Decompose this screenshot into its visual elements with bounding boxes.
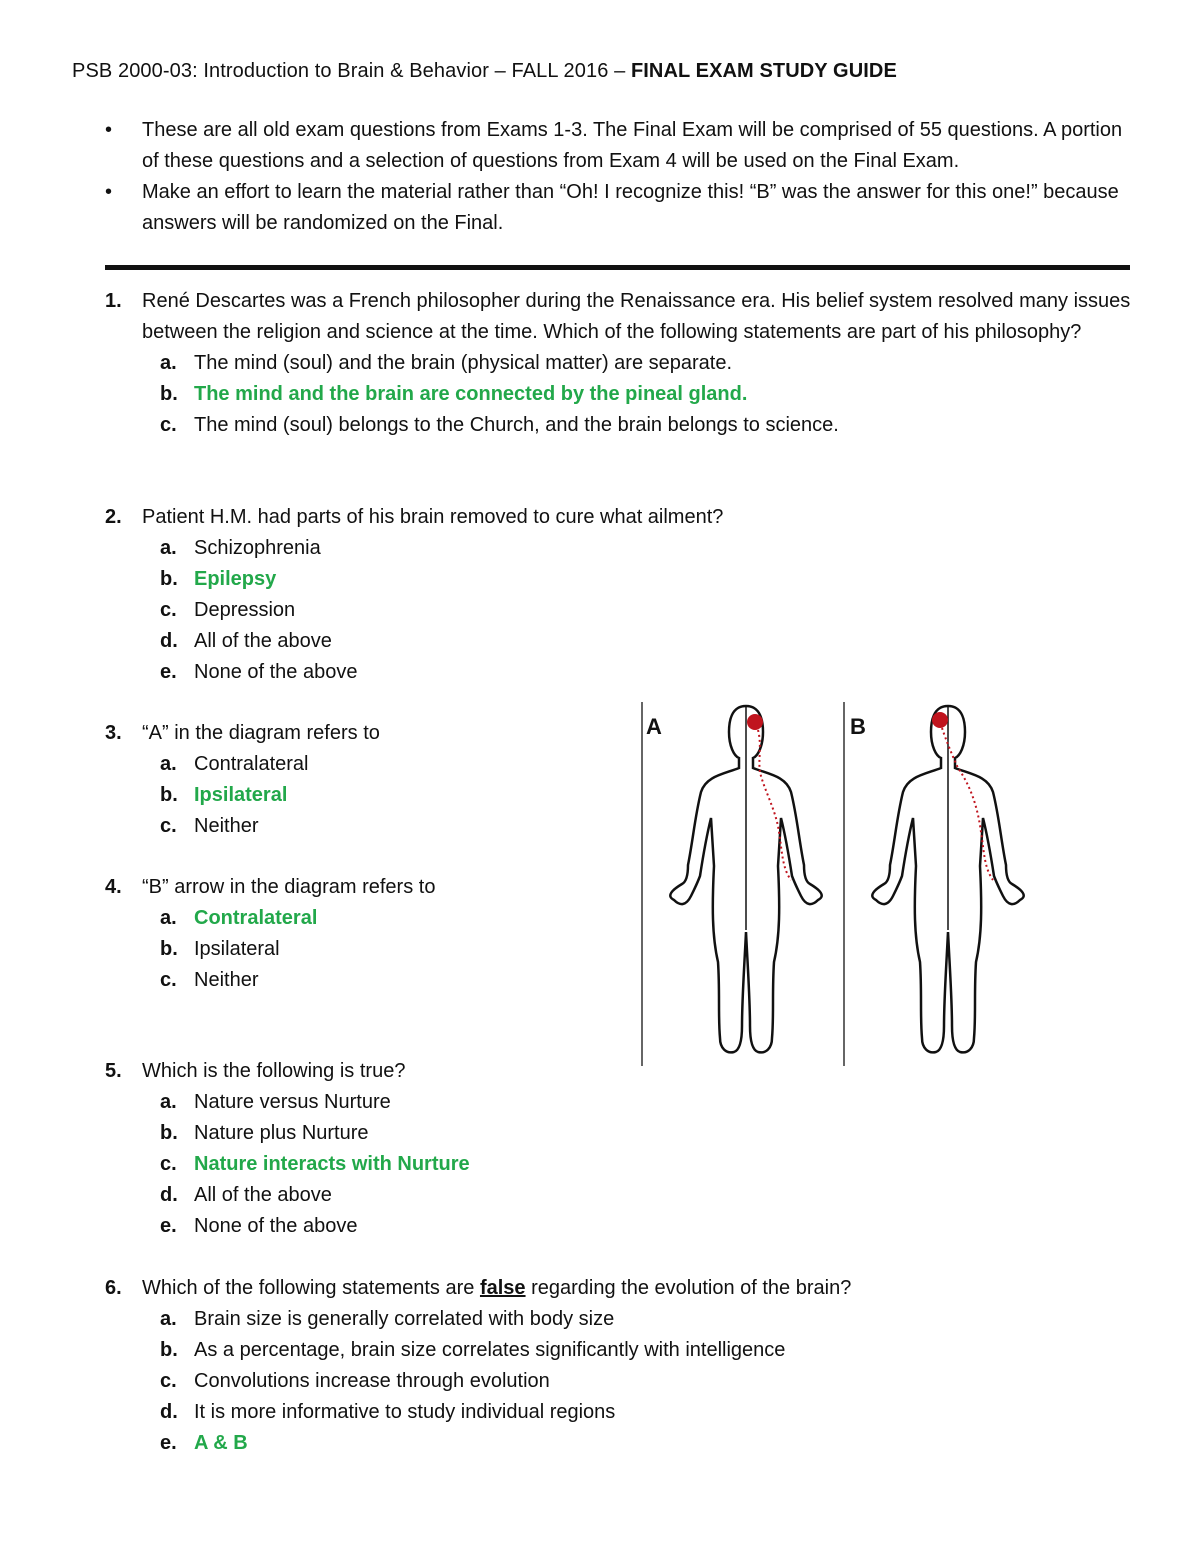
body-outline-b (872, 706, 1023, 1052)
option-list (105, 1087, 470, 1242)
question-number: 5. (105, 1060, 122, 1082)
option-item: c. Neither (160, 815, 259, 837)
body-outline-a (670, 706, 821, 1052)
bullet-dot-icon: • (105, 119, 113, 141)
diagram-label-b: B (850, 714, 866, 739)
option-list (105, 533, 723, 688)
option-list (105, 749, 380, 842)
option-item: d. All of the above (160, 1184, 332, 1206)
option-item-correct: c. Nature interacts with Nurture (160, 1153, 470, 1175)
option-item: e. None of the above (160, 1215, 358, 1237)
question-number: 6. (105, 1277, 122, 1299)
diagram-label-a: A (646, 714, 662, 739)
option-item-correct: b. Epilepsy (160, 568, 277, 590)
question-5 (105, 1056, 470, 1242)
option-item-correct: e. A & B (160, 1432, 248, 1454)
option-item: a. The mind (soul) and the brain (physical matter) are separate. (160, 352, 733, 374)
option-item-correct: b. Ipsilateral (160, 784, 288, 806)
lesion-mark-b (932, 712, 948, 728)
page-title (72, 60, 897, 83)
option-item: c. The mind (soul) belongs to the Church, and the brain belongs to science. (160, 414, 839, 436)
option-item: c. Convolutions increase through evolution (160, 1370, 550, 1392)
option-item: d. It is more informative to study individual regions (160, 1401, 616, 1423)
question-number: 2. (105, 506, 122, 528)
question-number: 3. (105, 722, 122, 744)
lesion-mark-a (747, 714, 763, 730)
option-item: c. Depression (160, 599, 296, 621)
option-list (105, 1304, 851, 1459)
option-item-correct: b. The mind and the brain are connected by the pineal gland. (160, 383, 748, 405)
question-1 (105, 286, 1135, 441)
bullet-item: • These are all old exam questions from Exams 1-3. The Final Exam will be comprised of 55 questions. A portion of these questions and a selection of questions from Exam 4 will be used on the Final Exam. (105, 115, 1135, 177)
emphasis-false: false (479, 1277, 526, 1299)
question-number: 4. (105, 876, 122, 898)
option-item: a. Nature versus Nurture (160, 1091, 391, 1113)
option-item: b. Nature plus Nurture (160, 1122, 369, 1144)
option-item: a. Schizophrenia (160, 537, 321, 559)
body-diagram-svg (640, 700, 1060, 1070)
question-stem: “A” in the diagram refers to (142, 722, 380, 744)
question-number: 1. (105, 290, 122, 312)
option-item: d. All of the above (160, 630, 332, 652)
question-stem: Which of the following statements are false regarding the evolution of the brain? (142, 1277, 852, 1299)
question-stem: Which is the following is true? (142, 1060, 406, 1082)
question-4 (105, 872, 435, 996)
option-item: b. Ipsilateral (160, 938, 280, 960)
bullet-dot-icon: • (105, 181, 113, 203)
body-diagram (640, 700, 1060, 1070)
section-divider (105, 265, 1130, 270)
option-item: c. Neither (160, 969, 259, 991)
pathway-line-a (758, 730, 791, 880)
option-item: b. As a percentage, brain size correlates significantly with intelligence (160, 1339, 786, 1361)
option-item-correct: a. Contralateral (160, 907, 318, 929)
question-2 (105, 502, 723, 688)
question-6 (105, 1273, 851, 1459)
option-item: a. Contralateral (160, 753, 309, 775)
question-stem: Patient H.M. had parts of his brain removed to cure what ailment? (142, 506, 724, 528)
question-3 (105, 718, 380, 842)
option-list (105, 903, 435, 996)
option-item: e. None of the above (160, 661, 358, 683)
option-list (105, 348, 1135, 441)
title-guide: FINAL EXAM STUDY GUIDE (630, 60, 897, 82)
intro-bullets (105, 115, 1135, 239)
title-course: PSB 2000-03: Introduction to Brain & Behavior – FALL 2016 – (72, 60, 631, 82)
bullet-item: • Make an effort to learn the material rather than “Oh! I recognize this! “B” was the answer for this one!” because answers will be randomized on the Final. (105, 177, 1135, 239)
pathway-line-b (942, 728, 993, 880)
question-stem: “B” arrow in the diagram refers to (142, 876, 436, 898)
option-item: a. Brain size is generally correlated with body size (160, 1308, 615, 1330)
question-stem: René Descartes was a French philosopher during the Renaissance era. His belief system resolved many issues between the religion and science at the time. Which of the following statements are part of his philosophy? (142, 290, 1131, 343)
